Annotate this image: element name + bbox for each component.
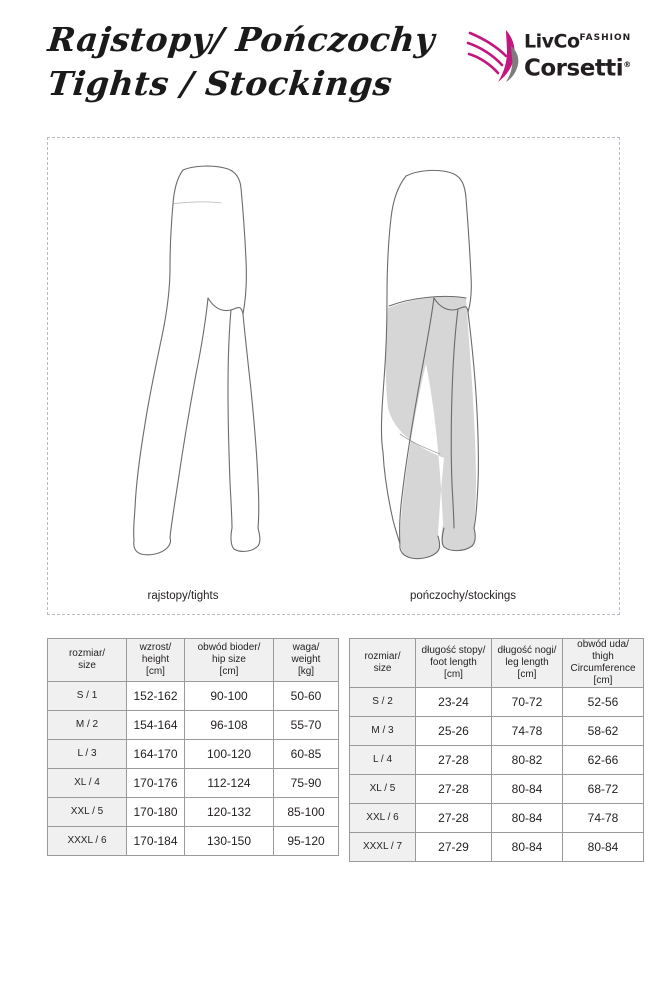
header-cell-leg-length: długość nogi/ leg length [cm] [492, 639, 563, 688]
stockings-caption: pończochy/stockings [409, 590, 517, 602]
cell-thigh: 58-62 [563, 717, 644, 746]
logo-registered-mark: ® [623, 60, 631, 70]
cell-size: XL / 4 [48, 769, 127, 798]
cell-size: M / 2 [48, 711, 127, 740]
tights-table-head [48, 639, 339, 682]
tights-size-table [47, 638, 339, 856]
cell-foot-length: 25-26 [416, 717, 492, 746]
table-row [48, 740, 339, 769]
cell-hip: 100-120 [185, 740, 274, 769]
header-cell-hip-size: obwód bioder/ hip size [cm] [185, 639, 274, 682]
header-cell-size: rozmiar/ size [48, 639, 127, 682]
stockings-table-body [350, 688, 644, 862]
cell-foot-length: 27-28 [416, 804, 492, 833]
table-row [48, 827, 339, 856]
cell-size: S / 2 [350, 688, 416, 717]
table-row [350, 833, 644, 862]
logo-brand-top [524, 28, 634, 51]
cell-leg-length: 80-82 [492, 746, 563, 775]
cell-thigh: 62-66 [563, 746, 644, 775]
tights-table-body [48, 682, 339, 856]
table-row [48, 711, 339, 740]
cell-size: M / 3 [350, 717, 416, 746]
cell-hip: 120-132 [185, 798, 274, 827]
cell-size: XXL / 5 [48, 798, 127, 827]
cell-thigh: 52-56 [563, 688, 644, 717]
cell-foot-length: 27-28 [416, 746, 492, 775]
cell-thigh: 74-78 [563, 804, 644, 833]
stockings-figure [348, 148, 598, 578]
table-row [48, 798, 339, 827]
page-header [0, 0, 667, 130]
cell-foot-length: 23-24 [416, 688, 492, 717]
cell-leg-length: 70-72 [492, 688, 563, 717]
logo-brand-bottom [524, 53, 634, 81]
cell-thigh: 68-72 [563, 775, 644, 804]
stockings-table-head [350, 639, 644, 688]
cell-leg-length: 80-84 [492, 775, 563, 804]
table-row [48, 769, 339, 798]
tights-figure [88, 148, 338, 578]
cell-thigh: 80-84 [563, 833, 644, 862]
cell-hip: 96-108 [185, 711, 274, 740]
cell-weight: 50-60 [274, 682, 339, 711]
table-header-row [350, 639, 644, 688]
table-row [350, 717, 644, 746]
cell-hip: 112-124 [185, 769, 274, 798]
cell-weight: 85-100 [274, 798, 339, 827]
cell-size: XXXL / 6 [48, 827, 127, 856]
logo-wings-icon [466, 26, 522, 84]
cell-leg-length: 74-78 [492, 717, 563, 746]
header-cell-thigh-circumference: obwód uda/ thigh Circumference [cm] [563, 639, 644, 688]
header-cell-foot-length: długość stopy/ foot length [cm] [416, 639, 492, 688]
cell-foot-length: 27-28 [416, 775, 492, 804]
cell-weight: 95-120 [274, 827, 339, 856]
cell-size: XXXL / 7 [350, 833, 416, 862]
cell-height: 170-184 [127, 827, 185, 856]
header-cell-weight: waga/ weight [kg] [274, 639, 339, 682]
header-cell-size: rozmiar/ size [350, 639, 416, 688]
cell-size: XL / 5 [350, 775, 416, 804]
table-row [350, 775, 644, 804]
illustration-panel [47, 137, 620, 615]
brand-logo [466, 24, 631, 90]
logo-corsetti-text: Corsetti [524, 55, 624, 82]
cell-hip: 90-100 [185, 682, 274, 711]
cell-height: 170-180 [127, 798, 185, 827]
logo-fashion-text: FASHION [579, 33, 632, 43]
cell-leg-length: 80-84 [492, 804, 563, 833]
cell-size: XXL / 6 [350, 804, 416, 833]
header-cell-height: wzrost/ height [cm] [127, 639, 185, 682]
cell-foot-length: 27-29 [416, 833, 492, 862]
table-row [350, 804, 644, 833]
cell-weight: 75-90 [274, 769, 339, 798]
cell-hip: 130-150 [185, 827, 274, 856]
cell-height: 152-162 [127, 682, 185, 711]
page-title-line-2: Tights / Stockings [46, 64, 395, 103]
cell-leg-length: 80-84 [492, 833, 563, 862]
logo-wordmark [524, 28, 634, 81]
cell-size: L / 4 [350, 746, 416, 775]
cell-height: 164-170 [127, 740, 185, 769]
page-title [48, 18, 468, 106]
table-row [350, 746, 644, 775]
table-header-row [48, 639, 339, 682]
table-row [350, 688, 644, 717]
cell-weight: 55-70 [274, 711, 339, 740]
stockings-size-table [349, 638, 644, 862]
cell-height: 154-164 [127, 711, 185, 740]
logo-livco-text: LivCo [524, 30, 580, 53]
cell-size: S / 1 [48, 682, 127, 711]
tights-caption: rajstopy/tights [147, 590, 219, 602]
table-row [48, 682, 339, 711]
cell-weight: 60-85 [274, 740, 339, 769]
cell-height: 170-176 [127, 769, 185, 798]
cell-size: L / 3 [48, 740, 127, 769]
page-title-line-1: Rajstopy/ Pończochy [46, 20, 437, 59]
